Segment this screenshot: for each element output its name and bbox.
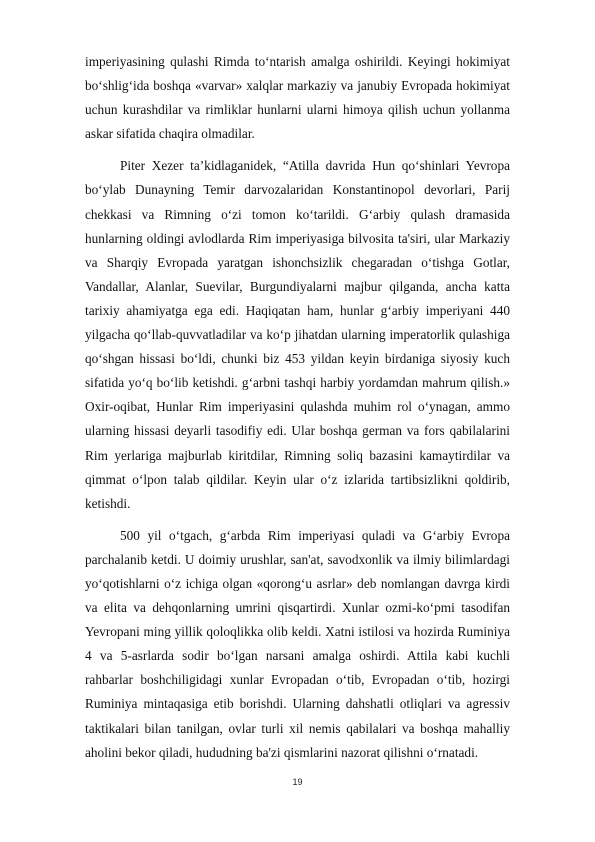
paragraph-1: imperiyasining qulashi Rimda to‘ntarish amalga oshirildi. Keyingi hokimiyat bo‘shlig‘ida boshqa «varvar» xalqlar markaziy va janubiy Evropada hokimiyat uchun kurashdilar va rimliklar hunlarni ularni himoya qilish uchun yollanma askar sifatida chaqira olmadilar. [85, 54, 510, 142]
page-number: 19 [292, 777, 303, 787]
document-page [85, 50, 510, 765]
paragraph-3: 500 yil o‘tgach, g‘arbda Rim imperiyasi quladi va G‘arbiy Evropa parchalanib ketdi. U doimiy urushlar, san'at, savodxonlik va ilmiy bilimlardagi yo‘qotishlarni o‘z ichiga olgan «qorong‘u asrlar» deb nomlangan davrga kirdi va elita va dehqonlarning umrini qisqartirdi. Xunlar ozmi-ko‘pmi tasodifan Yevropani ming yillik qoloqlikka olib keldi. Xatni istilosi va hozirda Ruminiya 4 va 5-asrlarda sodir bo‘lgan narsani amalga oshirdi. Attila kabi kuchli rahbarlar boshchiligidagi xunlar Evropadan o‘tib, Evropadan o‘tib, hozirgi Ruminiya mintaqasiga etib borishdi. Ularning dahshatli otliqlari va agressiv taktikalari bilan tanilgan, ovlar turli xil nemis qabilalari va boshqa mahalliy aholini bekor qiladi, hududning ba'zi qismlarini nazorat qilishni o‘rnatadi. [85, 527, 510, 760]
paragraph-2: Piter Xezer ta’kidlaganidek, “Atilla davrida Hun qo‘shinlari Yevropa bo‘ylab Dunayning Temir darvozalaridan Konstantinopol devorlari, Parij chekkasi va Rimning o‘zi tomon ko‘tarildi. G‘arbiy qulash dramasida hunlarning oldingi avlodlarda Rim imperiyasiga bilvosita ta'siri, ular Markaziy va Sharqiy Evropada yaratgan ishonchsizlik chegaradan o‘tishga Gotlar, Vandallar, Alanlar, Suevilar, Burgundiyalarni majbur qilganda, ancha katta tarixiy ahamiyatga ega edi. Haqiqatan ham, hunlar g‘arbiy imperiyani 440 yilgacha qo‘llab-quvvatladilar va ko‘p jihatdan ularning imperatorlik qulashiga qo‘shgan hissasi bo‘ldi, chunki biz 453 yildan keyin birdaniga siyosiy kuch sifatida yo‘q bo‘lib ketishdi. g‘arbni tashqi harbiy yordamdan mahrum qilish.» Oxir-oqibat, Hunlar Rim imperiyasini qulashda muhim rol o‘ynagan, ammo ularning hissasi deyarli tasodifiy edi. Ular boshqa german va fors qabilalarini Rim yerlariga majburlab kiritdilar, Rimning soliq bazasini kamaytirdilar va qimmat o‘lpon talab qildilar. Keyin ular o‘z izlarida tartibsizlikni qoldirib, ketishdi. [85, 158, 510, 511]
